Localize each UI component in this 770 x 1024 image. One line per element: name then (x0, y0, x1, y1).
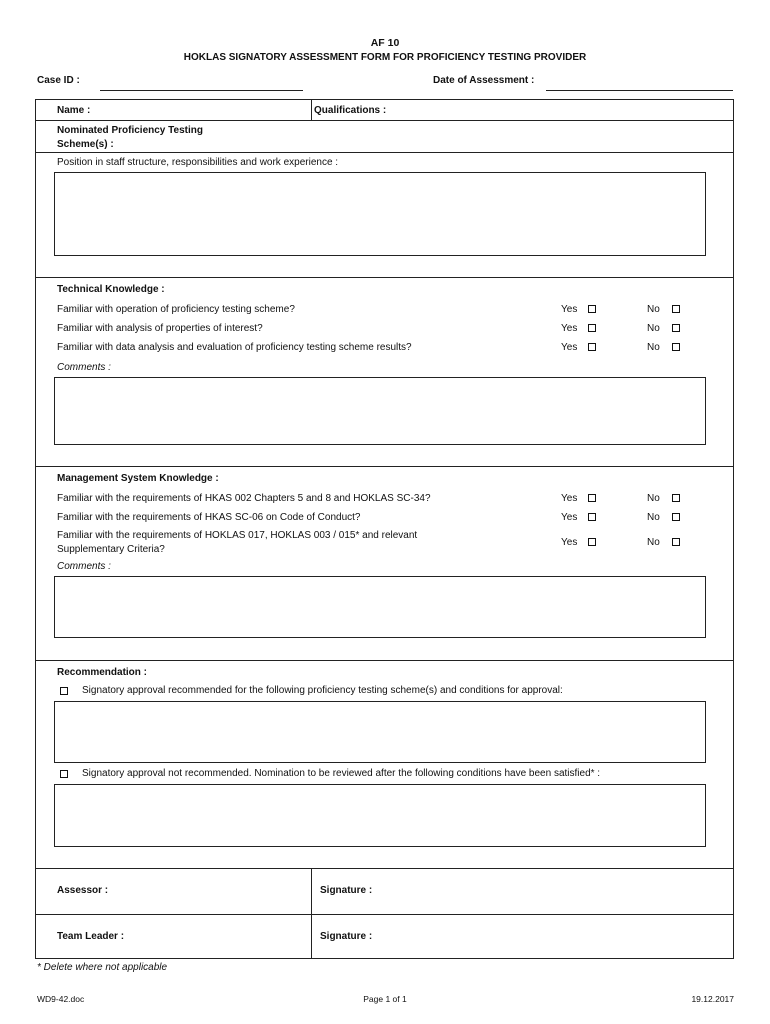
no-label: No (647, 304, 660, 315)
form-code: AF 10 (370, 37, 400, 49)
yes-label: Yes (561, 537, 578, 548)
technical-comments-textbox[interactable] (54, 377, 706, 445)
section-divider (35, 466, 734, 467)
technical-question-3: Familiar with data analysis and evaluation of proficiency testing scheme results? (57, 342, 412, 353)
yes-label: Yes (561, 493, 578, 504)
approval-recommended-checkbox[interactable] (60, 687, 68, 695)
management-question-2: Familiar with the requirements of HKAS SC-06 on Code of Conduct? (57, 512, 361, 523)
management-question-3-line2: Supplementary Criteria? (57, 544, 165, 555)
no-label: No (647, 493, 660, 504)
recommendation-title: Recommendation : (57, 667, 148, 678)
qualifications-label: Qualifications : (314, 105, 387, 116)
no-label: No (647, 512, 660, 523)
footnote: * Delete where not applicable (37, 962, 168, 973)
no-checkbox[interactable] (672, 343, 680, 351)
technical-question-1: Familiar with operation of proficiency testing scheme? (57, 304, 295, 315)
approval-conditions-textbox[interactable] (54, 701, 706, 763)
management-title: Management System Knowledge : (57, 473, 219, 484)
management-question-3-line1: Familiar with the requirements of HOKLAS 017, HOKLAS 003 / 015* and relevant (57, 530, 418, 541)
date-field[interactable] (546, 90, 733, 91)
technical-question-2: Familiar with analysis of properties of interest? (57, 323, 263, 334)
footer-page-number: Page 1 of 1 (363, 994, 407, 1004)
name-label: Name : (57, 105, 91, 116)
row-divider (35, 152, 734, 153)
no-checkbox[interactable] (672, 305, 680, 313)
section-divider (35, 660, 734, 661)
yes-label: Yes (561, 342, 578, 353)
position-textbox[interactable] (54, 172, 706, 256)
yes-checkbox[interactable] (588, 513, 596, 521)
assessor-signature-label: Signature : (320, 885, 373, 896)
team-leader-label: Team Leader : (57, 931, 125, 942)
position-label: Position in staff structure, responsibilities and work experience : (57, 157, 339, 168)
management-comments-textbox[interactable] (54, 576, 706, 638)
approval-not-recommended-label: Signatory approval not recommended. Nomination to be reviewed after the following conditions have been satisfied* : (82, 768, 601, 779)
form-title: HOKLAS SIGNATORY ASSESSMENT FORM FOR PROFICIENCY TESTING PROVIDER (183, 52, 587, 63)
nominated-label-line1: Nominated Proficiency Testing (57, 125, 203, 136)
no-checkbox[interactable] (672, 513, 680, 521)
footer-doc-ref: WD9-42.doc (37, 994, 85, 1004)
yes-label: Yes (561, 323, 578, 334)
review-conditions-textbox[interactable] (54, 784, 706, 847)
no-checkbox[interactable] (672, 494, 680, 502)
yes-checkbox[interactable] (588, 343, 596, 351)
no-checkbox[interactable] (672, 538, 680, 546)
management-comments-label: Comments : (57, 561, 111, 572)
section-divider (35, 277, 734, 278)
case-id-label: Case ID : (37, 75, 80, 86)
approval-recommended-label: Signatory approval recommended for the following proficiency testing scheme(s) and conditions for approval: (82, 685, 563, 696)
no-label: No (647, 323, 660, 334)
technical-comments-label: Comments : (57, 362, 111, 373)
no-checkbox[interactable] (672, 324, 680, 332)
technical-title: Technical Knowledge : (57, 284, 165, 295)
case-id-field[interactable] (100, 90, 303, 91)
section-divider (35, 868, 734, 869)
yes-checkbox[interactable] (588, 538, 596, 546)
yes-label: Yes (561, 512, 578, 523)
row-divider (35, 914, 734, 915)
no-label: No (647, 537, 660, 548)
assessor-label: Assessor : (57, 885, 109, 896)
yes-checkbox[interactable] (588, 324, 596, 332)
yes-checkbox[interactable] (588, 305, 596, 313)
yes-checkbox[interactable] (588, 494, 596, 502)
management-question-1: Familiar with the requirements of HKAS 002 Chapters 5 and 8 and HOKLAS SC-34? (57, 493, 431, 504)
yes-label: Yes (561, 304, 578, 315)
name-divider (311, 99, 312, 121)
approval-not-recommended-checkbox[interactable] (60, 770, 68, 778)
row-divider (35, 120, 734, 121)
team-leader-signature-label: Signature : (320, 931, 373, 942)
nominated-label-line2: Scheme(s) : (57, 139, 114, 150)
date-label: Date of Assessment : (433, 75, 535, 86)
no-label: No (647, 342, 660, 353)
footer-date: 19.12.2017 (691, 994, 734, 1004)
